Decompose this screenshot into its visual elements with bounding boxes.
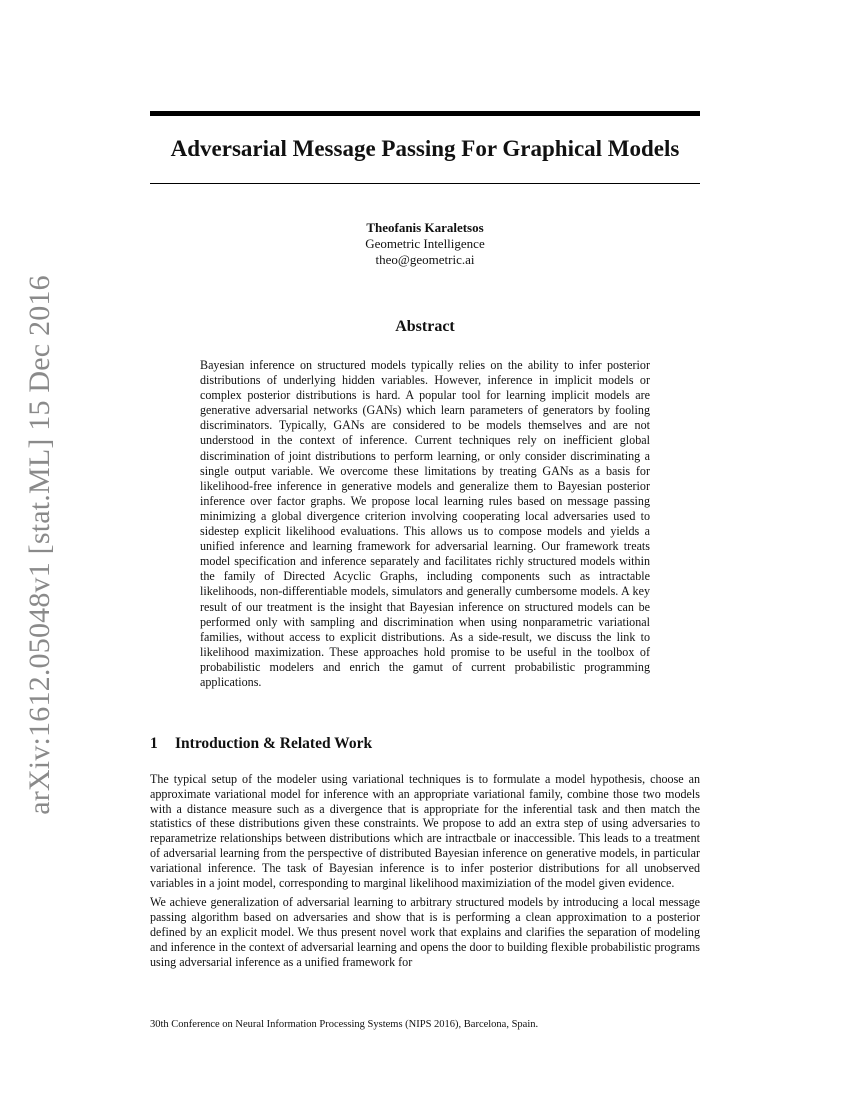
title-bottom-rule <box>150 183 700 184</box>
author-block <box>150 220 700 268</box>
title-top-rule <box>150 111 700 116</box>
abstract-text: Bayesian inference on structured models typically relies on the ability to infer posterior distributions of underlying hidden variables. However, inference in implicit models or complex posterior distributions is hard. A popular tool for learning implicit models are generative adversarial networks (GANs) which learn parameters of generators by fooling discriminators. Typically, GANs are considered to be models themselves and are not understood in the context of inference. Current techniques rely on inefficient global discrimination of joint distributions to perform learning, or only consider discriminating a single output variable. We overcome these limitations by treating GANs as a basis for likelihood-free inference in generative models and generalize them to Bayesian posterior inference over factor graphs. We propose local learning rules based on message passing minimizing a global divergence criterion involving cooperating local adversaries used to sidestep explicit likelihood evaluations. This allows us to compose models and yields a unified inference and learning framework for adversarial learning. Our framework treats model specification and inference separately and facilitates richly structured models within the family of Directed Acyclic Graphs, including components such as intractable likelihoods, non-differentiable models, simulators and generally cumbersome models. A key result of our treatment is the insight that Bayesian inference on structured models can be performed only with sampling and discrimination when using nonparametric variational families, without access to explicit distributions. As a side-result, we discuss the link to likelihood maximization. These approaches hold promise to be useful in the toolbox of probabilistic modelers and enrich the gamut of current probabilistic programming applications. <box>200 358 650 689</box>
introduction-body <box>150 772 700 974</box>
paragraph: The typical setup of the modeler using variational techniques is to formulate a model hypothesis, choose an approximate variational model for inference with an appropriate variational family, combine those two models with a distance measure such as a divergence that is appropriate for the inferential task and then match the statistics of these distributions given these constraints. We propose to add an extra step of using adversaries to reparametrize relationships between distributions which are intractbale or inaccessible. This leads to a treatment of adversarial learning from the perspective of distributed Bayesian inference on generative models, in particular variational inference. The task of Bayesian inference is to infer posterior distributions for all unobserved variables in a joint model, corresponding to marginal likelihood maximiziation of the model given evidence. <box>150 772 700 890</box>
abstract-heading: Abstract <box>395 318 455 335</box>
author-affiliation: Geometric Intelligence <box>365 236 485 251</box>
section-number: 1 <box>150 735 158 752</box>
paper-title: Adversarial Message Passing For Graphical Models <box>170 136 680 161</box>
paragraph: We achieve generalization of adversarial learning to arbitrary structured models by introducing a local message passing algorithm based on adversaries and show that is is performing a clean approximation to a posterior defined by an explicit model. We thus present novel work that explains and clarifies the separation of modeling and inference in the context of adversarial learning and opens the door to building flexible probabilistic programs using adversarial inference as a unified framework for <box>150 895 700 969</box>
author-name: Theofanis Karaletsos <box>366 220 484 235</box>
arxiv-identifier-stamp: arXiv:1612.05048v1 [stat.ML] 15 Dec 2016 <box>23 275 56 815</box>
author-email: theo@geometric.ai <box>375 252 475 267</box>
section-heading <box>150 735 700 753</box>
section-title: Introduction & Related Work <box>175 735 373 752</box>
conference-footnote: 30th Conference on Neural Information Processing Systems (NIPS 2016), Barcelona, Spain. <box>150 1019 539 1030</box>
